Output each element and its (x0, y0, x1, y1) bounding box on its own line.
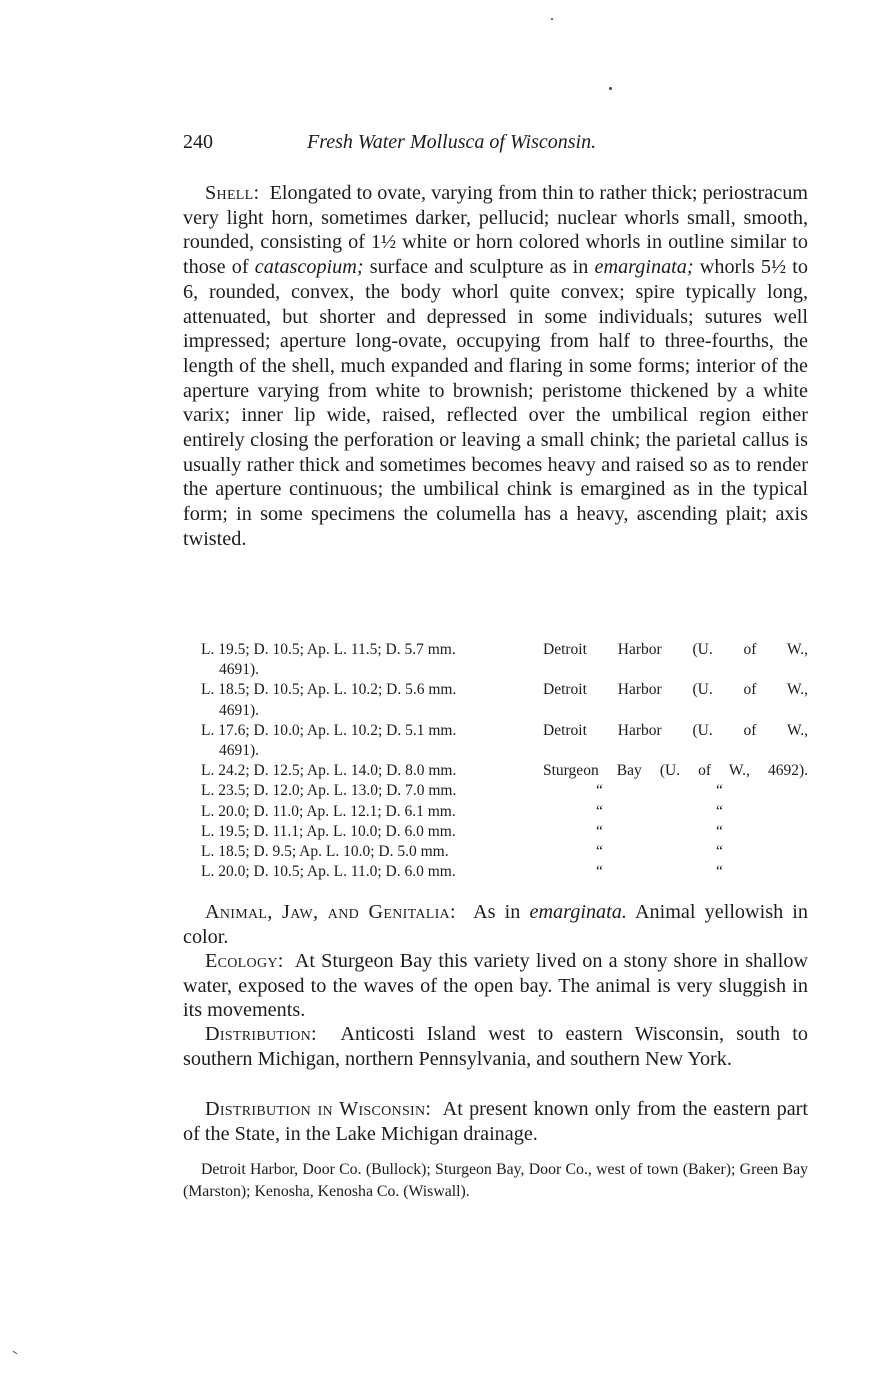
ditto-mark: “ (596, 802, 603, 820)
measurement-row (201, 761, 808, 781)
running-title: Fresh Water Mollusca of Wisconsin. (307, 131, 597, 153)
measurement-values: 4691). (219, 701, 260, 719)
measurement-locality: Detroit Harbor (U. of W., (543, 721, 808, 739)
locality-records: Detroit Harbor, Door Co. (Bullock); Sturgeon Bay, Door Co., west of town (Baker); Green Bay (Marston); Kenosha, Kenosha Co. (Wiswall). (183, 1161, 808, 1200)
measurements-table (201, 640, 808, 882)
scan-speck (12, 1350, 17, 1354)
measurement-locality: Detroit Harbor (U. of W., (543, 641, 808, 658)
measurement-row (201, 842, 808, 862)
ditto-mark: “ (716, 863, 723, 881)
ditto-mark: “ (596, 822, 603, 840)
shell-text-3: whorls 5½ to 6, rounded, convex, the body whorl quite convex; spire typically long, attenuated, but shorter and depressed in some individuals; sutures well impressed; aperture long-ovate, occupying from half to three-fourths, the length of the shell, much expanded and flaring in some forms; interior of the aperture varying from white to brownish; peristome thickened by a white varix; inner lip wide, raised, reflected over the umbilical region either entirely closing the perforation or leaving a small chink; the parietal callus is usually rather thick and sometimes becomes heavy and raised so as to render the aperture continuous; the umbilical chink is emargined as in the typical form; in some specimens the columella has a heavy, ascending plait; axis twisted. (183, 256, 808, 550)
measurement-row (201, 781, 808, 801)
distribution-wisconsin-section (183, 1097, 808, 1146)
measurement-row (201, 640, 808, 660)
measurement-values: L. 20.0; D. 10.5; Ap. L. 11.0; D. 6.0 mm. (201, 863, 456, 881)
shell-text-1: Elongated to ovate, varying from thin to rather thick; periostracum very light horn, sometimes darker, pellucid; nuclear whorls small, smooth, rounded, consisting of 1½ white or horn colored whorls in outline similar to those of (183, 182, 808, 279)
animal-section (183, 900, 808, 949)
shell-description (183, 181, 808, 552)
ditto-mark: “ (596, 842, 603, 860)
distribution-section (183, 1022, 808, 1071)
ditto-mark: “ (716, 822, 723, 840)
measurement-values: L. 19.5; D. 10.5; Ap. L. 11.5; D. 5.7 mm. (201, 641, 456, 658)
measurement-row (201, 721, 808, 741)
measurement-values: L. 18.5; D. 10.5; Ap. L. 10.2; D. 5.6 mm. (201, 681, 457, 699)
ecology-text: At Sturgeon Bay this variety lived on a stony shore in shallow water, exposed to the waves of the open bay. The animal is very sluggish in its movements. (183, 950, 808, 1022)
page-number: 240 (183, 131, 213, 153)
ditto-mark: “ (716, 782, 723, 800)
section-label-distribution: Distribution: (205, 1023, 317, 1045)
measurement-values: L. 23.5; D. 12.0; Ap. L. 13.0; D. 7.0 mm. (201, 782, 457, 800)
section-label-shell: Shell: (205, 182, 260, 204)
shell-italic-2: emarginata; (594, 256, 694, 279)
shell-text-2: surface and sculpture as in (369, 256, 589, 279)
scan-speck (551, 18, 553, 20)
section-label-animal: Animal, Jaw, and Genitalia: (205, 901, 456, 923)
ditto-mark: “ (716, 842, 723, 860)
measurement-row (201, 862, 808, 882)
section-label-distribution-wisconsin: Distribution in Wisconsin: (205, 1098, 432, 1120)
animal-text-2: Animal yellowish in color. (183, 901, 809, 948)
measurement-values: L. 17.6; D. 10.0; Ap. L. 10.2; D. 5.1 mm. (201, 721, 457, 739)
scan-speck (609, 87, 612, 90)
measurement-values: L. 18.5; D. 9.5; Ap. L. 10.0; D. 5.0 mm. (201, 842, 449, 860)
measurement-row (201, 802, 808, 822)
measurement-row (201, 822, 808, 842)
ditto-mark: “ (596, 863, 603, 881)
measurement-values: L. 24.2; D. 12.5; Ap. L. 14.0; D. 8.0 mm. (201, 762, 457, 780)
measurement-values: 4691). (219, 741, 260, 759)
measurement-row-continuation (201, 741, 808, 761)
measurement-locality: Detroit Harbor (U. of W., (543, 681, 808, 699)
measurement-row-continuation (201, 660, 808, 680)
ecology-section (183, 949, 808, 1023)
measurement-locality: Sturgeon Bay (U. of W., 4692). (543, 762, 808, 780)
measurement-values: L. 20.0; D. 11.0; Ap. L. 12.1; D. 6.1 mm. (201, 802, 456, 820)
measurement-values: 4691). (219, 661, 260, 679)
shell-italic-1: catascopium; (254, 256, 364, 279)
distribution-text: Anticosti Island west to eastern Wisconsin, south to southern Michigan, northern Pennsylvania, and southern New York. (183, 1023, 808, 1070)
section-label-ecology: Ecology: (205, 950, 284, 972)
page-header (183, 131, 808, 161)
distribution-wisconsin-text: At present known only from the eastern part of the State, in the Lake Michigan drainage. (183, 1098, 808, 1145)
ditto-mark: “ (716, 802, 723, 820)
animal-italic: emarginata. (529, 901, 627, 923)
animal-text-1: As in (473, 901, 521, 923)
ditto-mark: “ (596, 782, 603, 800)
measurement-row-continuation (201, 701, 808, 721)
measurement-values: L. 19.5; D. 11.1; Ap. L. 10.0; D. 6.0 mm. (201, 822, 456, 840)
measurement-row (201, 680, 808, 700)
